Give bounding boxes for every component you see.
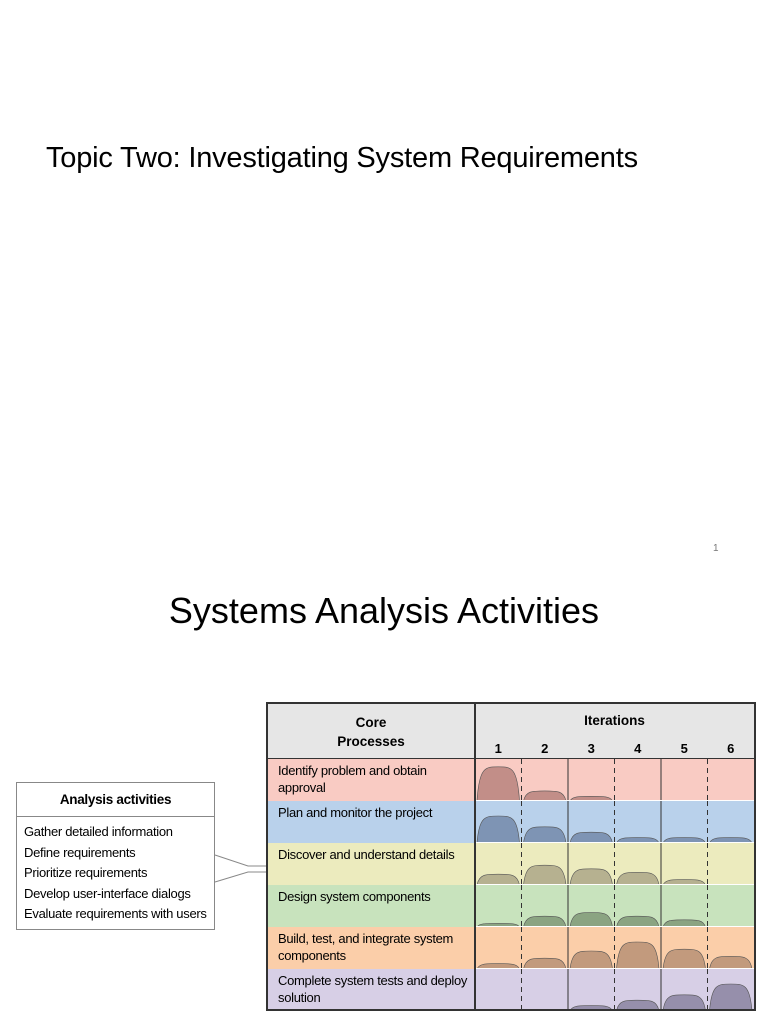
analysis-activities-header: Analysis activities [17, 783, 214, 817]
effort-hump [570, 869, 613, 885]
effort-curves [475, 759, 754, 801]
effort-hump [710, 984, 753, 1011]
page-number: 1 [713, 543, 719, 554]
process-label: Complete system tests and deploy solution [278, 973, 468, 1005]
effort-hump [570, 951, 613, 969]
effort-curves [475, 843, 754, 885]
process-label: Discover and understand details [278, 847, 455, 862]
effort-hump [524, 916, 567, 927]
iteration-number: 1 [494, 741, 502, 756]
effort-hump [663, 995, 706, 1011]
activity-item: Prioritize requirements [24, 865, 148, 880]
effort-hump [570, 1006, 613, 1011]
process-label: Identify problem and obtain approval [278, 763, 427, 795]
effort-curves [475, 969, 754, 1011]
process-label: Plan and monitor the project [278, 805, 433, 820]
iteration-number: 6 [727, 741, 735, 756]
effort-hump [477, 816, 520, 843]
effort-hump [617, 872, 660, 885]
process-row [268, 843, 754, 885]
effort-curves [475, 885, 754, 927]
iteration-number: 4 [634, 741, 642, 756]
process-row [268, 759, 754, 801]
chart-header [268, 704, 754, 759]
effort-hump [570, 832, 613, 843]
activity-item: Evaluate requirements with users [24, 906, 207, 921]
effort-hump [617, 942, 660, 969]
process-row [268, 927, 754, 969]
column-divider [474, 704, 476, 1009]
process-row [268, 885, 754, 927]
effort-hump [617, 1000, 660, 1011]
core-processes-chart [266, 702, 756, 1011]
process-label: Build, test, and integrate system components [278, 931, 454, 963]
effort-hump [617, 916, 660, 927]
effort-curves [475, 801, 754, 843]
activity-item: Develop user-interface dialogs [24, 885, 191, 901]
process-row [268, 969, 754, 1011]
analysis-activities-list [17, 817, 214, 925]
iteration-number: 2 [541, 741, 549, 756]
effort-hump [524, 865, 567, 885]
process-label: Design system components [278, 889, 431, 904]
analysis-activities-box [16, 782, 215, 930]
effort-hump [663, 920, 706, 927]
effort-curves [475, 927, 754, 969]
iteration-number: 5 [680, 741, 688, 756]
slide2-title: Systems Analysis Activities [168, 590, 600, 631]
iterations-header: Iterations [584, 713, 645, 728]
activity-item: Define requirements [24, 844, 136, 860]
effort-hump [524, 791, 567, 801]
effort-hump [477, 874, 520, 885]
effort-hump [570, 913, 613, 927]
process-row [268, 801, 754, 843]
effort-hump [524, 958, 567, 969]
effort-hump [524, 827, 567, 843]
effort-hump [663, 949, 706, 969]
effort-hump [710, 956, 753, 969]
effort-hump [477, 767, 520, 801]
activity-item: Gather detailed information [24, 824, 173, 839]
slide1-title: Topic Two: Investigating System Requirements [46, 142, 638, 174]
core-processes-header: Core Processes [337, 714, 405, 749]
iteration-number: 3 [587, 741, 595, 756]
